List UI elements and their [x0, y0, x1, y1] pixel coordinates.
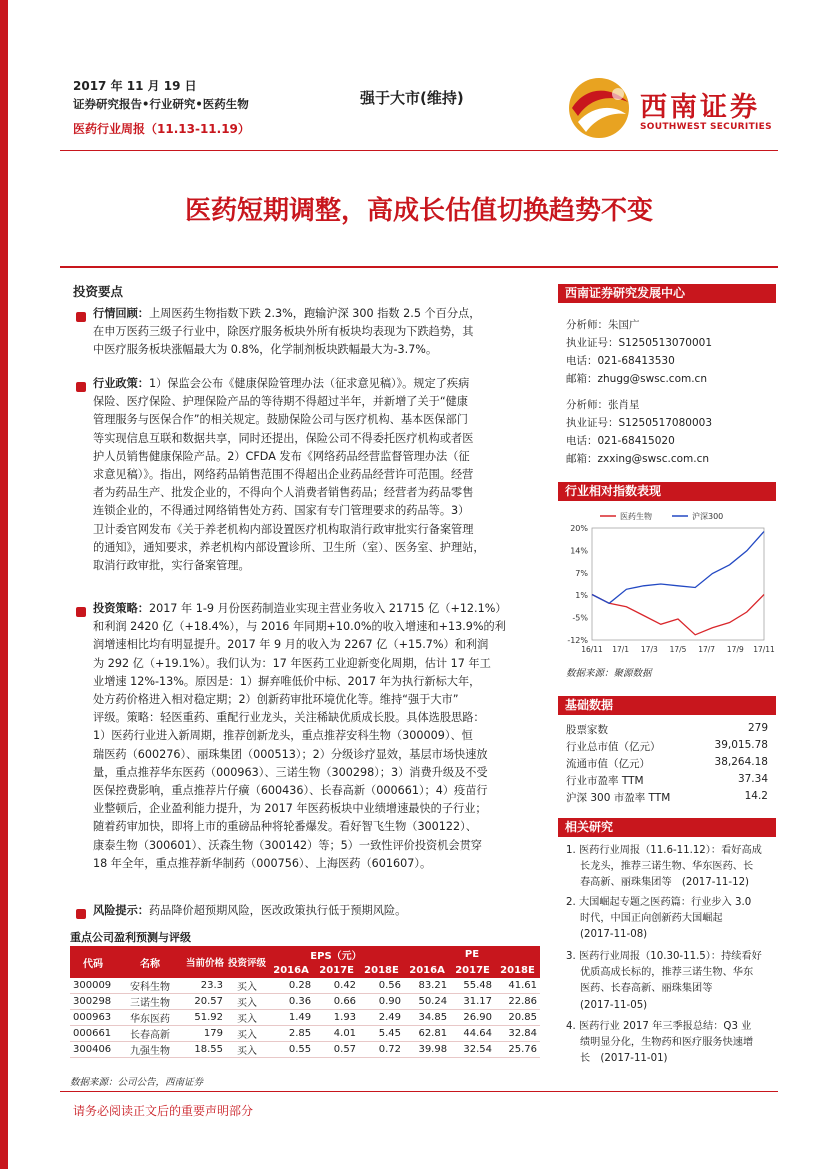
legend-label: 沪深300: [692, 512, 724, 521]
index-chart-heading: 行业相对指数表现: [558, 482, 776, 501]
bullet-icon: [76, 607, 86, 617]
col-eps: EPS（元）: [268, 946, 404, 962]
analyst-email: 邮箱：zxxing@swsc.com.cn: [566, 453, 710, 465]
fundamentals-row: 行业市盈率 TTM 37.34: [566, 773, 768, 787]
table-cell: 0.90: [359, 994, 404, 1010]
header-divider: [60, 150, 778, 151]
company-logo-icon: [566, 72, 636, 142]
table-cell: 000661: [70, 1026, 116, 1042]
y-tick-label: 20%: [570, 524, 588, 533]
analyst-phone: 电话：021-68413530: [566, 355, 675, 367]
left-accent-bar: [0, 0, 8, 1169]
table-cell: 长春高新: [116, 1026, 184, 1042]
table-cell: 300406: [70, 1042, 116, 1058]
analyst-name: 分析师：张肖星: [566, 399, 640, 411]
logo-text-cn: 西南证券: [640, 92, 760, 123]
table-cell: 九强生物: [116, 1042, 184, 1058]
x-tick-label: 16/11: [581, 645, 603, 654]
y-tick-label: 7%: [575, 568, 588, 578]
table-cell: 20.57: [184, 994, 226, 1010]
fundamentals-row: 行业总市值（亿元） 39,015.78: [566, 739, 768, 753]
industry-rating: 强于大市(维持): [360, 89, 464, 107]
table-cell: 55.48: [450, 978, 495, 994]
logo-text-en: SOUTHWEST SECURITIES: [640, 122, 772, 132]
table-cell: 0.42: [314, 978, 359, 994]
sub-header: 2016A: [404, 962, 450, 978]
x-tick-label: 17/1: [612, 645, 630, 654]
table-cell: 买入: [226, 1010, 268, 1026]
x-tick-label: 17/5: [669, 645, 687, 654]
table-cell: 0.56: [359, 978, 404, 994]
title-divider: [60, 266, 778, 268]
policy-paragraph: 行业政策：1）保监会公布《健康保险管理办法（征求意见稿）》。规定了疾病 保险、医疗保险、护理保险产品的等待期不得超过半年，并新增了关于“健康 管理服务与医保合作”的相关规定。鼓励保险公司与医疗机构、基本医保部门 等实现信息互联和数据共享，同时还提出，保险公司不得委托医疗机构或者医 护人员销售健康保险产品。2）CFDA 发布《网络药品经营监督管理办法（征 求意见稿）》。指出，网络药品销售范围不得超出企业药品经营许可范围。经营 者为药品生产、批发企业的，不得向个人消费者销售药品；经营者为药品零售 连锁企业的，不得通过网络销售处方药、国家有专门管理要求的药品等。3） 卫计委官网发布《关于养老机构内部设置医疗机构取消行政审批实行备案管理 的通知》，通知要求，养老机构内部设置诊所、卫生所（室）、医务室、护理站， 取消行政审批，实行备案管理。: [93, 377, 485, 573]
col-rating: 投资评级: [226, 946, 268, 978]
col-pe: PE: [404, 946, 540, 962]
analyst-name: 分析师：朱国广: [566, 319, 640, 331]
table-cell: 5.45: [359, 1026, 404, 1042]
x-tick-label: 17/3: [640, 645, 658, 654]
table-cell: 83.21: [404, 978, 450, 994]
risk-paragraph: 风险提示：药品降价超预期风险，医改政策执行低于预期风险。: [93, 904, 407, 917]
table-cell: 26.90: [450, 1010, 495, 1026]
report-type: 证券研究报告•行业研究•医药生物: [73, 97, 249, 111]
table-cell: 2.49: [359, 1010, 404, 1026]
table-cell: 1.49: [268, 1010, 314, 1026]
sub-header: 2016A: [268, 962, 314, 978]
table-row: [70, 1042, 540, 1058]
sub-header: 2017E: [314, 962, 359, 978]
series-line-0: [592, 595, 764, 635]
y-tick-label: -5%: [572, 613, 588, 623]
analyst-email: 邮箱：zhugg@swsc.com.cn: [566, 373, 707, 385]
table-cell: 1.93: [314, 1010, 359, 1026]
x-tick-label: 17/11: [753, 645, 775, 654]
related-item: 4. 医药行业 2017 年三季报总结：Q3 业 绩明显分化，生物药和医疗服务快速增 长 (2017-11-01): [566, 1021, 754, 1065]
table-source: 数据来源：公司公告，西南证券: [70, 1077, 204, 1088]
key-points-heading: 投资要点: [73, 284, 124, 299]
table-cell: 300298: [70, 994, 116, 1010]
table-cell: 三诺生物: [116, 994, 184, 1010]
series-line-1: [592, 532, 764, 604]
para-label: 行情回顾：: [93, 307, 149, 320]
table-cell: 32.84: [495, 1026, 540, 1042]
y-tick-label: 14%: [570, 546, 588, 556]
table-cell: 39.98: [404, 1042, 450, 1058]
table-cell: 000963: [70, 1010, 116, 1026]
table-row: [70, 994, 540, 1010]
fundamentals-row: 沪深 300 市盈率 TTM 14.2: [566, 790, 768, 804]
table-cell: 0.57: [314, 1042, 359, 1058]
table-cell: 0.55: [268, 1042, 314, 1058]
table-cell: 买入: [226, 994, 268, 1010]
table-cell: 44.64: [450, 1026, 495, 1042]
table-cell: 买入: [226, 978, 268, 994]
para-label: 行业政策：: [93, 377, 149, 390]
x-tick-label: 17/9: [726, 645, 744, 654]
weekly-label: 医药行业周报（11.13-11.19）: [73, 122, 250, 136]
table-cell: 23.3: [184, 978, 226, 994]
sub-header: 2018E: [359, 962, 404, 978]
table-cell: 25.76: [495, 1042, 540, 1058]
y-tick-label: 1%: [575, 591, 588, 601]
analyst-cert: 执业证号：S1250513070001: [566, 337, 713, 349]
para-label: 投资策略：: [93, 602, 149, 615]
footer-divider: [60, 1091, 778, 1092]
related-research-heading: 相关研究: [558, 818, 776, 837]
chart-frame: [592, 528, 764, 640]
x-tick-label: 17/7: [698, 645, 716, 654]
y-tick-label: -12%: [567, 636, 588, 645]
para-label: 风险提示：: [93, 904, 149, 917]
report-title: 医药短期调整，高成长估值切换趋势不变: [184, 196, 653, 226]
table-cell: 安科生物: [116, 978, 184, 994]
col-code: 代码: [70, 946, 116, 978]
table-cell: 4.01: [314, 1026, 359, 1042]
table-row: [70, 978, 540, 994]
table-cell: 20.85: [495, 1010, 540, 1026]
earnings-table: [70, 946, 540, 1058]
report-date: 2017 年 11 月 19 日: [73, 79, 197, 93]
table-cell: 31.17: [450, 994, 495, 1010]
related-item: 3. 医药行业周报（10.30-11.5）：持续看好 优质高成长标的，推荐三诺生物、华东 医药、长春高新、丽珠集团等 (2017-11-05): [566, 951, 762, 1011]
table-cell: 22.86: [495, 994, 540, 1010]
table-row: [70, 1010, 540, 1026]
table-cell: 34.85: [404, 1010, 450, 1026]
table-cell: 0.36: [268, 994, 314, 1010]
table-cell: 0.66: [314, 994, 359, 1010]
bullet-icon: [76, 909, 86, 919]
earnings-table-title: 重点公司盈利预测与评级: [70, 931, 191, 944]
index-chart: [560, 508, 776, 658]
table-cell: 300009: [70, 978, 116, 994]
col-name: 名称: [116, 946, 184, 978]
chart-source: 数据来源：聚源数据: [566, 668, 652, 679]
footer-disclaimer: 请务必阅读正文后的重要声明部分: [73, 1104, 254, 1118]
table-cell: 50.24: [404, 994, 450, 1010]
table-cell: 0.28: [268, 978, 314, 994]
sub-header: 2018E: [495, 962, 540, 978]
related-item: 1. 医药行业周报（11.6-11.12）：看好高成 长龙头，推荐三诺生物、华东医药、长 春高新、丽珠集团等 (2017-11-12): [566, 845, 762, 889]
table-cell: 0.72: [359, 1042, 404, 1058]
strategy-paragraph: 投资策略：2017 年 1-9 月份医药制造业实现主营业务收入 21715 亿（+12.1%） 和利润 2420 亿（+18.4%），与 2016 年同期+10.0%的收入增速和+13.9%的利 润增速相比均有明显提升。2017 年 9 月的收入为 2267 亿（+15.7%）和利润 为 292 亿（+19.1%）。我们认为：17 年医药工业迎新变化周期，估计 17 年工 业增速 12%-13%。原因是：1）摒弃唯低价中标、2017 年为执行新标大年， 处方药价格进入相对稳定期；2）创新药审批环境优化等。维持“强于大市” 评级。策略：轻医重药、重配行业龙头，关注稀缺优质成长股。具体选股思路： 1）医药行业进入新周期，推荐创新龙头，重点推荐安科生物（300009）、恒 瑞医药（600276）、丽珠集团（000513）；2）分级诊疗显效，基层市场快速放 量，重点推荐华东医药（000963）、三诺生物（300298）；3）消费升级及不受 医保控费影响，重点推荐片仔癀（600436）、长春高新（000661）；4）疫苗行 业整顿后，企业盈利能力提升，为 2017 年医药板块中业绩增速最快的子行业； 随着药审加快，即将上市的重磅品种将轮番爆发。看好智飞生物（300122）、 康泰生物（300601）、沃森生物（300142）等；5）一致性评价投资机会贯穿 18 年全年，重点推荐新华制药（000756）、上海医药（601607）。: [93, 602, 507, 870]
analyst-phone: 电话：021-68415020: [566, 435, 675, 447]
sub-header: 2017E: [450, 962, 495, 978]
fundamentals-heading: 基础数据: [558, 696, 776, 715]
bullet-icon: [76, 382, 86, 392]
bullet-icon: [76, 312, 86, 322]
market-review-paragraph: 行情回顾：上周医药生物指数下跌 2.3%，跑输沪深 300 指数 2.5 个百分点， 在申万医药三级子行业中，除医疗服务板块外所有板块均表现为下跌趋势，其 中医疗服务板块涨幅最大为 0.8%，化学制剂板块跌幅最大为-3.7%。: [93, 307, 481, 357]
fundamentals-row: 流通市值（亿元） 38,264.18: [566, 756, 768, 770]
table-cell: 买入: [226, 1026, 268, 1042]
fundamentals-row: 股票家数 279: [566, 722, 768, 736]
table-cell: 2.85: [268, 1026, 314, 1042]
table-cell: 18.55: [184, 1042, 226, 1058]
analyst-cert: 执业证号：S1250517080003: [566, 417, 713, 429]
col-price: 当前价格: [184, 946, 226, 978]
table-row: [70, 1026, 540, 1042]
research-center-heading: 西南证券研究发展中心: [558, 284, 776, 303]
table-cell: 32.54: [450, 1042, 495, 1058]
legend-label: 医药生物: [620, 512, 652, 521]
table-cell: 41.61: [495, 978, 540, 994]
table-cell: 51.92: [184, 1010, 226, 1026]
table-cell: 179: [184, 1026, 226, 1042]
table-cell: 买入: [226, 1042, 268, 1058]
related-item: 2. 大国崛起专题之医药篇：行业步入 3.0 时代，中国正向创新药大国崛起 (2017-11-08): [566, 897, 752, 941]
table-cell: 62.81: [404, 1026, 450, 1042]
table-cell: 华东医药: [116, 1010, 184, 1026]
